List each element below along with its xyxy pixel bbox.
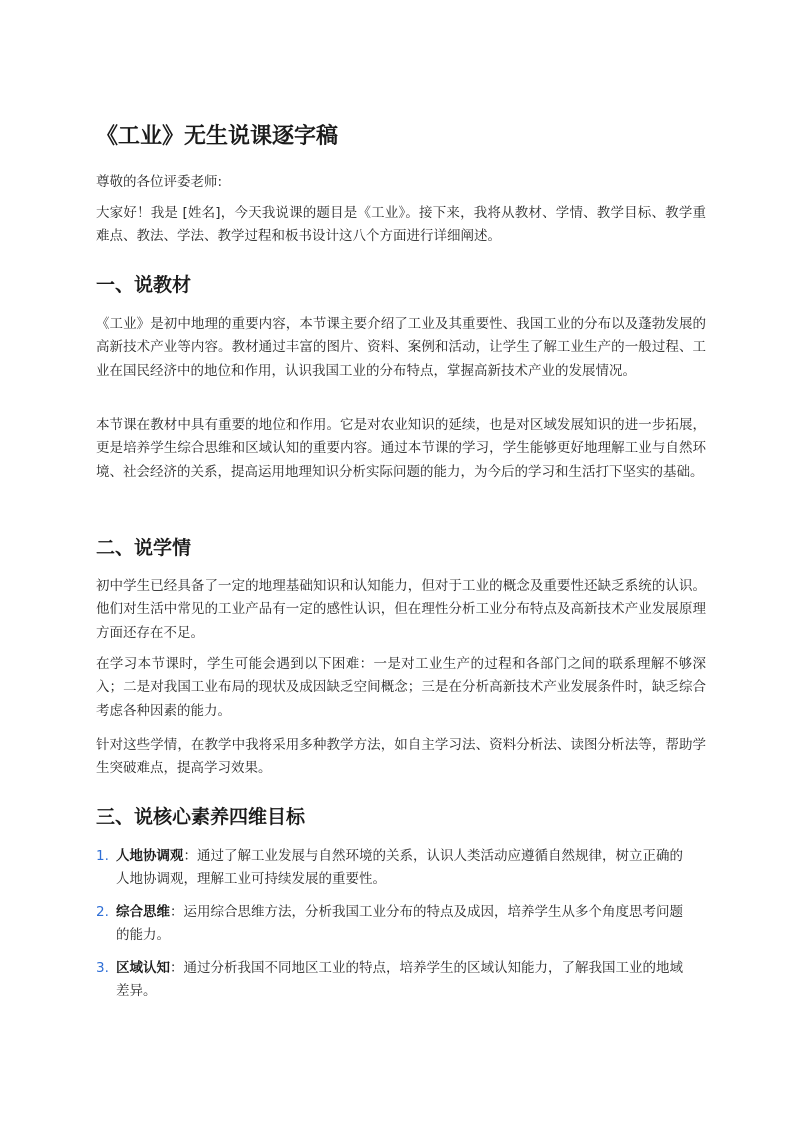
list-item [96, 901, 692, 948]
learners-paragraph-1: 初中学生已经具备了一定的地理基础知识和认知能力，但对于工业的概念及重要性还缺乏系统的认识。他们对生活中常见的工业产品有一定的感性认识，但在理性分析工业分布特点及高新技术产业发展原理方面还存在不足。 [96, 578, 706, 641]
section-heading-learners: 二、说学情 [96, 537, 192, 559]
list-number: 1. [96, 848, 109, 864]
learners-paragraph-2: 在学习本节课时，学生可能会遇到以下困难：一是对工业生产的过程和各部门之间的联系理解不够深入；二是对我国工业布局的现状及成因缺乏空间概念；三是在分析高新技术产业发展条件时，缺乏综合考虑各种因素的能力。 [96, 656, 706, 719]
learners-paragraph-3: 针对这些学情，在教学中我将采用多种教学方法，如自主学习法、资料分析法、读图分析法等，帮助学生突破难点，提高学习效果。 [96, 737, 706, 777]
list-item [96, 957, 692, 1004]
greeting: 尊敬的各位评委老师: [96, 174, 223, 190]
list-number: 2. [96, 904, 109, 920]
list-text: ：通过了解工业发展与自然环境的关系，认识人类活动应遵循自然规律，树立正确的人地协调观，理解工业可持续发展的重要性。 [116, 848, 683, 888]
section-heading-textbook: 一、说教材 [96, 274, 192, 296]
textbook-paragraph-1: 《工业》是初中地理的重要内容，本节课主要介绍了工业及其重要性、我国工业的分布以及蓬勃发展的高新技术产业等内容。教材通过丰富的图片、资料、案例和活动，让学生了解工业生产的一般过程、工业在国民经济中的地位和作用，认识我国工业的分布特点，掌握高新技术产业的发展情况。 [96, 316, 706, 379]
list-text: ：运用综合思维方法，分析我国工业分布的特点及成因，培养学生从多个角度思考问题的能力。 [116, 904, 683, 944]
document-title: 《工业》无生说课逐字稿 [96, 124, 339, 149]
list-term: 综合思维 [116, 904, 170, 920]
list-number: 3. [96, 960, 109, 976]
list-term: 人地协调观 [116, 848, 184, 864]
section-heading-goals: 三、说核心素养四维目标 [96, 806, 306, 828]
list-text: ：通过分析我国不同地区工业的特点，培养学生的区域认知能力，了解我国工业的地域差异。 [116, 960, 683, 1000]
textbook-paragraph-2: 本节课在教材中具有重要的地位和作用。它是对农业知识的延续，也是对区域发展知识的进一步拓展，更是培养学生综合思维和区域认知的重要内容。通过本节课的学习，学生能够更好地理解工业与自然环境、社会经济的关系，提高运用地理知识分析实际问题的能力，为今后的学习和生活打下坚实的基础。 [96, 417, 706, 480]
list-term: 区域认知 [116, 960, 170, 976]
list-item [96, 845, 692, 892]
intro-paragraph: 大家好！我是 [姓名]，今天我说课的题目是《工业》。接下来，我将从教材、学情、教学目标、教学重难点、教法、学法、教学过程和板书设计这八个方面进行详细阐述。 [96, 205, 706, 245]
